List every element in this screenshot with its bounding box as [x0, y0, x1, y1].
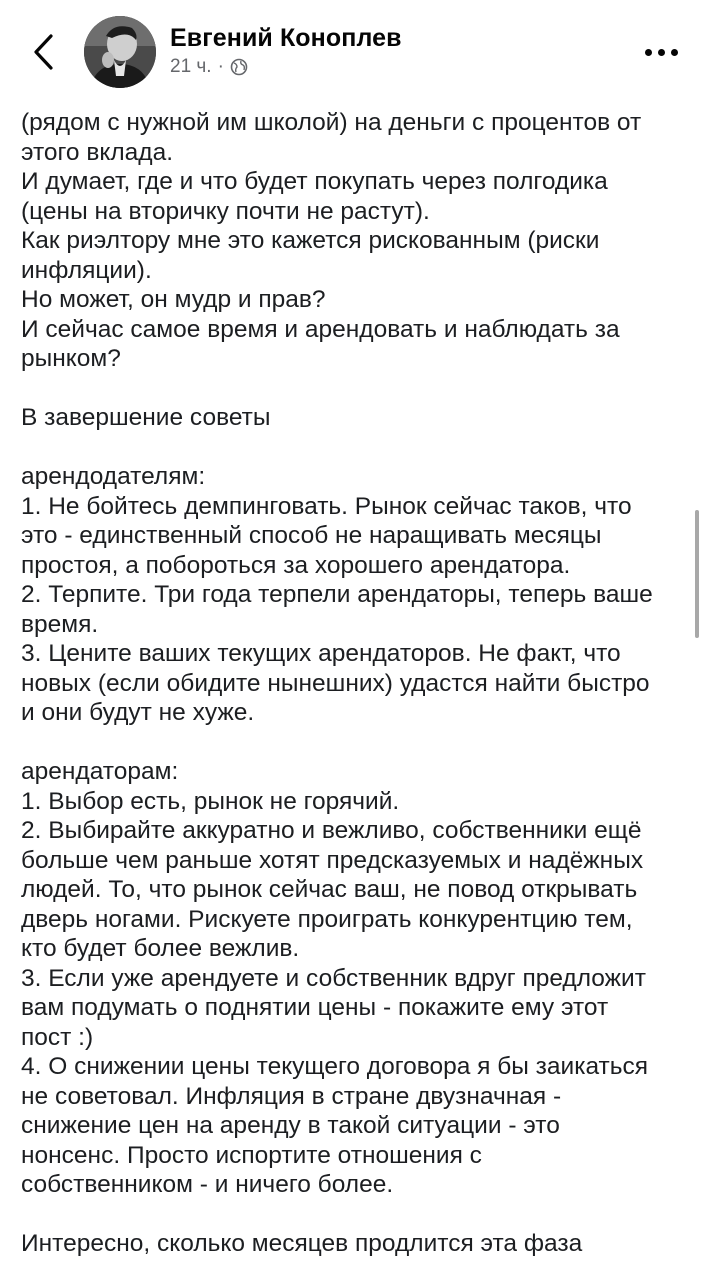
post-text-line: В завершение советы [21, 404, 271, 431]
post-text-line: нонсенс. Просто испортите отношения с [21, 1141, 482, 1169]
post-text-line: собственником - и ничего более. [21, 1171, 394, 1198]
post-text-line: И сейчас самое время и арендовать и наблюдать за [21, 315, 620, 343]
post-text-line: рынком? [21, 345, 121, 372]
post-text-line: (цены на вторичку почти не растут). [21, 197, 430, 225]
post-text-line: 3. Если уже арендуете и собственник вдруг предложит [21, 964, 646, 992]
post-text-line: снижение цен на аренду в такой ситуации - это [21, 1112, 560, 1139]
post-text-line: 1. Не бойтесь демпинговать. Рынок сейчас таков, что [21, 492, 632, 520]
author-name[interactable]: Евгений Коноплев [170, 24, 402, 52]
post-text-line: арендодателям: [21, 463, 206, 490]
more-horizontal-icon [645, 49, 652, 56]
post-text-line: И думает, где и что будет покупать через полгодика [21, 168, 608, 195]
globe-icon [230, 58, 248, 76]
post-text-line: вам подумать о поднятии цены - покажите ему этот [21, 994, 609, 1021]
post-text-line [21, 728, 691, 758]
avatar[interactable] [84, 16, 156, 88]
post-text [21, 108, 691, 1259]
post-text-line [21, 1200, 691, 1230]
post-text-line: простоя, а побороться за хорошего арендатора. [21, 551, 571, 579]
more-options-button[interactable] [641, 36, 681, 68]
post-text-line: Как риэлтору мне это кажется рискованным (риски [21, 227, 600, 254]
post-text-line [21, 374, 691, 404]
post-text-line: 4. О снижении цены текущего договора я бы заикаться [21, 1053, 649, 1080]
post-text-line: и они будут не хуже. [21, 699, 255, 726]
post-text-line: 2. Выбирайте аккуратно и вежливо, собственники ещё [21, 817, 642, 844]
post-text-line: арендаторам: [21, 758, 179, 785]
post-text-line: 2. Терпите. Три года терпели арендаторы, теперь ваше [21, 581, 653, 608]
chevron-left-icon [32, 33, 54, 71]
post-text-line: Интересно, сколько месяцев продлится эта фаза [21, 1230, 583, 1257]
post-text-line: (рядом с нужной им школой) на деньги с процентов от [21, 109, 642, 136]
post-text-line: это - единственный способ не наращивать месяцы [21, 522, 602, 549]
post-text-line: 3. Цените ваших текущих арендаторов. Не факт, что [21, 640, 621, 667]
post-text-line: пост :) [21, 1023, 94, 1051]
post-text-line: время. [21, 610, 99, 638]
post-text-line: больше чем раньше хотят предсказуемых и надёжных [21, 846, 644, 874]
post-text-line: новых (если обидите нынешних) удастся найти быстро [21, 669, 650, 697]
meta-separator: · [217, 56, 224, 77]
post-text-line: инфляции). [21, 256, 152, 284]
avatar-photo [84, 16, 156, 88]
post-text-line: этого вклада. [21, 138, 174, 166]
post-text-line: не советовал. Инфляция в стране двузначная - [21, 1082, 562, 1110]
post-meta [170, 56, 248, 78]
post-text-line: дверь ногами. Рискуете проиграть конкурентцию тем, [21, 905, 633, 933]
post-text-line: людей. То, что рынок сейчас ваш, не повод открывать [21, 876, 638, 903]
post-text-line: 1. Выбор есть, рынок не горячий. [21, 787, 400, 815]
post-text-line [21, 433, 691, 463]
post-header [0, 0, 705, 104]
post-text-line: Но может, он мудр и прав? [21, 286, 326, 313]
back-button[interactable] [26, 28, 60, 76]
scrollbar[interactable] [695, 510, 699, 638]
post-time[interactable]: 21 ч. [170, 56, 212, 77]
post-text-line: кто будет более вежлив. [21, 935, 300, 962]
